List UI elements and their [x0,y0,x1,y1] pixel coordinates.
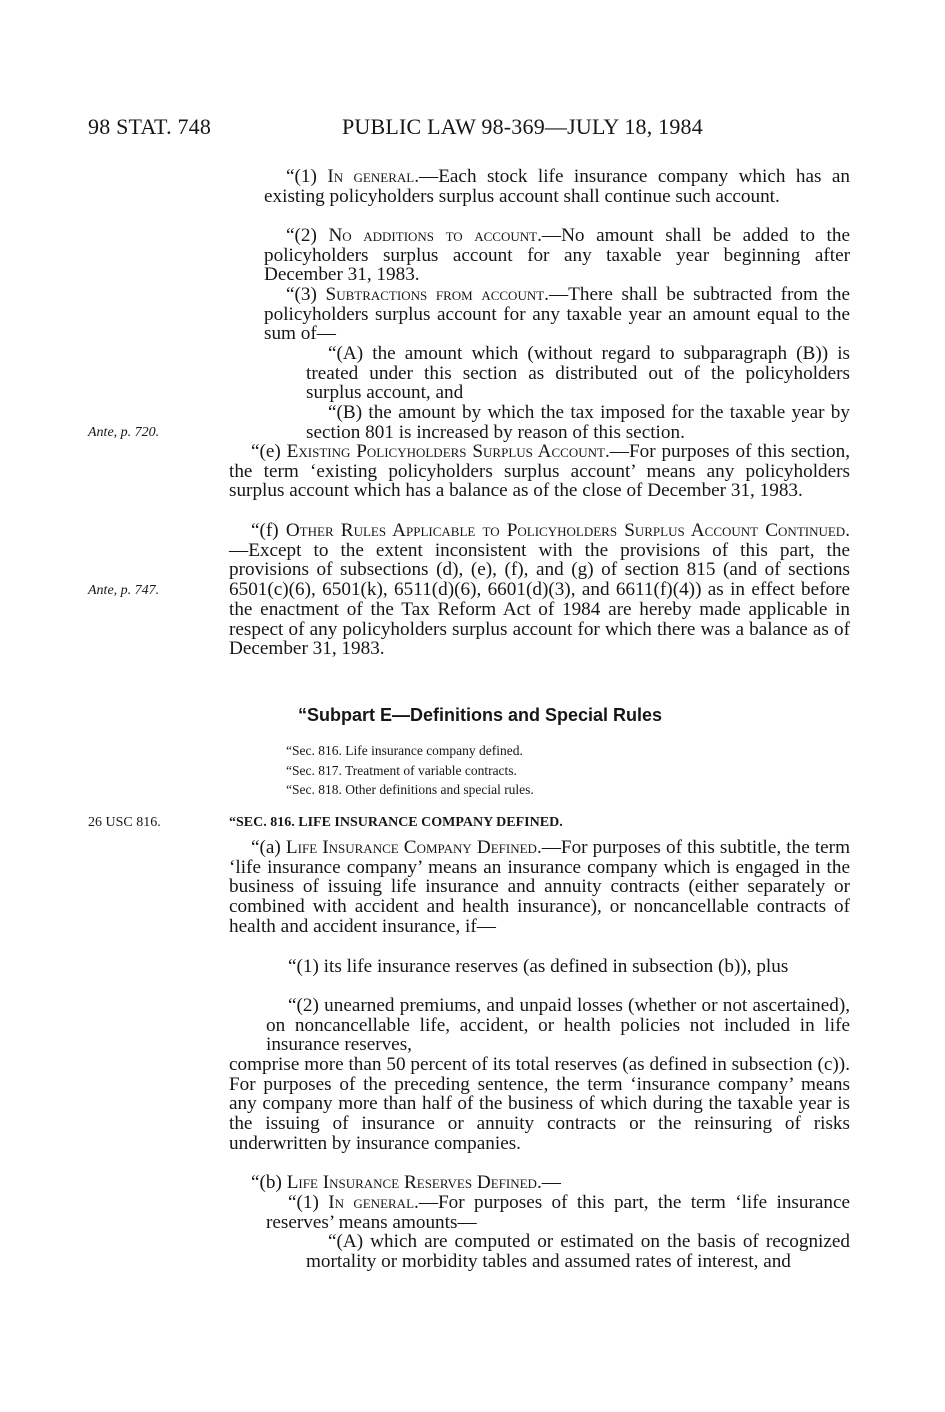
page-title: PUBLIC LAW 98-369—JULY 18, 1984 [342,114,703,139]
paragraph-1-in-general: “(1) In general.—Each stock life insurance company which has an existing policyholders surplus account shall continue such account. [264,166,851,207]
subsection-a-definition: “(a) Life Insurance Company Defined.—For purposes of this subtitle, the term ‘life insurance company’ means an insurance company which is engaged in the business of issuing life insurance and annuity contracts (either separately or combined with accident and health insurance), or noncancellable contracts of health and accident insurance, if— [229,837,851,937]
paragraph-3a: “(A) the amount which (without regard to subparagraph (B)) is treated under this section as distributed out of the policyholders surplus account, and [306,343,850,404]
paragraph-3b: “(B) the amount by which the tax imposed for the taxable year by section 801 is increased by reason of this section. [306,402,850,443]
section-816-heading: “SEC. 816. LIFE INSURANCE COMPANY DEFINED. [229,815,563,830]
margin-note-ante-720: Ante, p. 720. [88,425,160,440]
subpart-e-title: “Subpart E—Definitions and Special Rules [298,705,663,725]
subsection-f-other-rules: “(f) Other Rules Applicable to Policyholders Surplus Account Continued.—Except to the extent inconsistent with the provisions of this part, the provisions of subsections (d), (e), (f), and (g) of section 815 (and of sections 6501(c)(6), 6501(k), 6511(d)(6), 6601(d)(3), and 6611(f)(4)) as in effect before the enactment of the Tax Reform Act of 1984 are hereby made applicable in respect of any policyholders surplus account for which there was a balance as of December 31, 1983. [229,520,850,660]
toc-entry: “Sec. 817. Treatment of variable contracts. [286,763,517,778]
subsection-b-heading: “(b) Life Insurance Reserves Defined.— [251,1172,561,1193]
paragraph-3-subtractions: “(3) Subtractions from account.—There shall be subtracted from the policyholders surplus account for any taxable year an amount equal to the sum of— [264,284,850,345]
paragraph-2-no-additions: “(2) No additions to account.—No amount shall be added to the policyholders surplus account for any taxable year beginning after December 31, 1983. [264,225,850,286]
subsection-b-item-1a: “(A) which are computed or estimated on the basis of recognized mortality or morbidity tables and assumed rates of interest, and [306,1231,850,1272]
margin-note-usc-816: 26 USC 816. [88,815,161,830]
subsection-a-item-1: “(1) its life insurance reserves (as defined in subsection (b)), plus [288,956,789,977]
subsection-a-closing: comprise more than 50 percent of its total reserves (as defined in subsection (c)). For purposes of the preceding sentence, the term ‘insurance company’ means any company more than half of the business of which during the taxable year is the issuing of insurance or annuity contracts or the reinsuring of risks underwritten by insurance companies. [229,1054,850,1154]
subsection-e-existing-account: “(e) Existing Policyholders Surplus Account.—For purposes of this section, the term ‘existing policyholders surplus account’ means any policyholders surplus account which has a balance as of the close of December 31, 1983. [229,441,850,502]
subsection-a-item-2: “(2) unearned premiums, and unpaid losses (whether or not ascertained), on noncancellable life, accident, or health policies not included in life insurance reserves, [266,995,850,1056]
subsection-b-item-1: “(1) In general.—For purposes of this part, the term ‘life insurance reserves’ means amounts— [266,1192,851,1233]
toc-entry: “Sec. 818. Other definitions and special rules. [286,782,534,797]
page-stat-reference: 98 STAT. 748 [88,114,212,139]
toc-entry: “Sec. 816. Life insurance company defined. [286,743,523,758]
margin-note-ante-747: Ante, p. 747. [88,583,160,598]
